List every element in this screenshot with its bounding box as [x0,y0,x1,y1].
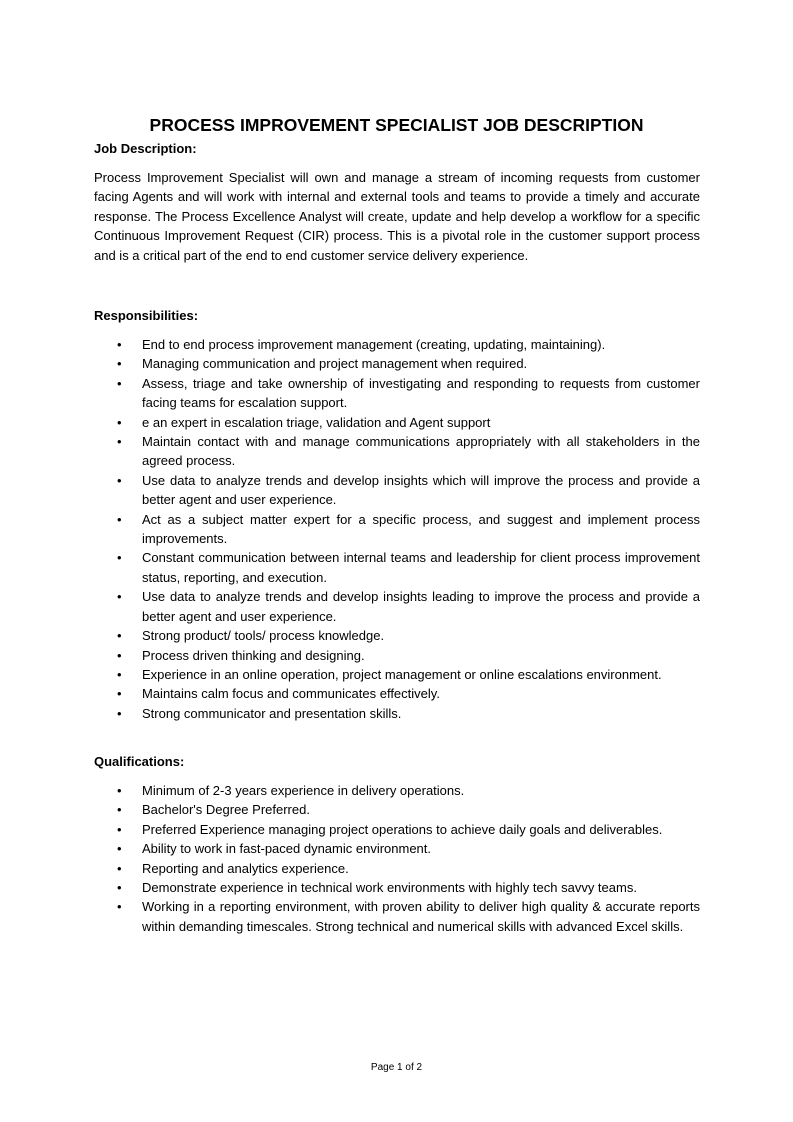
qualifications-list-item [0,781,700,800]
bullet-icon: • [117,841,122,857]
bullet-icon: • [117,802,122,818]
responsibilities-list-item [0,432,700,471]
responsibilities-list-item [0,704,700,723]
responsibilities-item-text: Maintains calm focus and communicates effectively. [142,686,440,702]
bullet-icon: • [117,628,122,644]
bullet-icon: • [117,860,122,876]
qualifications-item-text: Preferred Experience managing project operations to achieve daily goals and deliverables. [142,821,663,837]
responsibilities-item-text: Use data to analyze trends and develop insights which will improve the process and provide a better agent and user experience. [142,472,700,508]
bullet-icon: • [117,375,122,391]
bullet-icon: • [117,705,122,721]
bullet-icon: • [117,356,122,372]
qualifications-list-item [0,897,700,936]
responsibilities-item-text: Experience in an online operation, project management or online escalations environment. [142,666,662,682]
qualifications-item-text: Demonstrate experience in technical work environments with highly tech savvy teams. [142,880,637,896]
responsibilities-list-item [0,587,700,626]
responsibilities-item-text: Strong communicator and presentation skills. [142,705,402,721]
responsibilities-list-item [0,548,700,587]
bullet-icon: • [117,472,122,488]
bullet-icon: • [117,686,122,702]
qualifications-list-item [0,839,700,858]
qualifications-list-item [0,820,700,839]
bullet-icon: • [117,589,122,605]
qualifications-item-text: Reporting and analytics experience. [142,860,349,876]
responsibilities-list-item [0,471,700,510]
bullet-icon: • [117,899,122,915]
bullet-icon: • [117,550,122,566]
responsibilities-item-text: End to end process improvement management (creating, updating, maintaining). [142,337,606,352]
bullet-icon: • [117,647,122,663]
bullet-icon: • [117,337,122,352]
qualifications-item-text: Ability to work in fast-paced dynamic environment. [142,841,432,857]
qualifications-heading: Qualifications: [94,754,185,769]
qualifications-item-text: Working in a reporting environment, with proven ability to deliver high quality & accurate reports within demanding timescales. Strong technical and numerical skills with advanced Excel skills. [142,899,700,934]
responsibilities-heading: Responsibilities: [94,308,199,323]
responsibilities-item-text: Strong product/ tools/ process knowledge. [142,628,385,644]
bullet-icon: • [117,783,122,798]
responsibilities-list-item [0,335,700,354]
responsibilities-list-item [0,413,700,432]
responsibilities-item-text: e an expert in escalation triage, validation and Agent support [142,414,491,430]
bullet-icon: • [117,821,122,837]
responsibilities-item-text: Use data to analyze trends and develop insights leading to improve the process and provide a better agent and user experience. [142,589,700,624]
qualifications-list-item [0,878,700,897]
responsibilities-list [0,335,793,723]
qualifications-list-item [0,800,700,819]
responsibilities-item-text: Process driven thinking and designing. [142,647,365,663]
responsibilities-item-text: Maintain contact with and manage communications appropriately with all stakeholders in the agreed process. [142,434,700,469]
responsibilities-list-item [0,510,700,549]
qualifications-list-item [0,859,700,878]
page-number: Page 1 of 2 [370,1062,423,1073]
responsibilities-list-item [0,646,700,665]
bullet-icon: • [117,666,122,682]
job-description-heading: Job Description: [94,141,197,156]
responsibilities-list-item [0,665,700,684]
bullet-icon: • [117,511,122,527]
responsibilities-list-item [0,626,700,645]
qualifications-item-text: Minimum of 2-3 years experience in delivery operations. [142,783,465,798]
job-description-paragraph: Process Improvement Specialist will own and manage a stream of incoming requests from customer facing Agents and will work with internal and external tools and teams to provide a timely and accurate response. The Process Excellence Analyst will create, update and help develop a workflow for a specific Continuous Improvement Request (CIR) process. This is a pivotal role in the customer support process and is a critical part of the end to end customer service delivery experience. [94,170,700,263]
responsibilities-item-text: Managing communication and project management when required. [142,356,528,372]
qualifications-list [0,781,793,936]
responsibilities-item-text: Assess, triage and take ownership of investigating and responding to requests from customer facing teams for escalation support. [142,375,700,411]
bullet-icon: • [117,434,122,450]
responsibilities-item-text: Act as a subject matter expert for a specific process, and suggest and implement process improvements. [142,511,700,547]
responsibilities-item-text: Constant communication between internal teams and leadership for client process improvement status, reporting, and execution. [142,550,700,585]
bullet-icon: • [117,414,122,430]
qualifications-item-text: Bachelor's Degree Preferred. [142,802,310,818]
document-title: PROCESS IMPROVEMENT SPECIALIST JOB DESCRIPTION [149,115,644,135]
responsibilities-list-item [0,354,700,373]
responsibilities-list-item [0,684,700,703]
responsibilities-list-item [0,374,700,413]
bullet-icon: • [117,880,122,896]
